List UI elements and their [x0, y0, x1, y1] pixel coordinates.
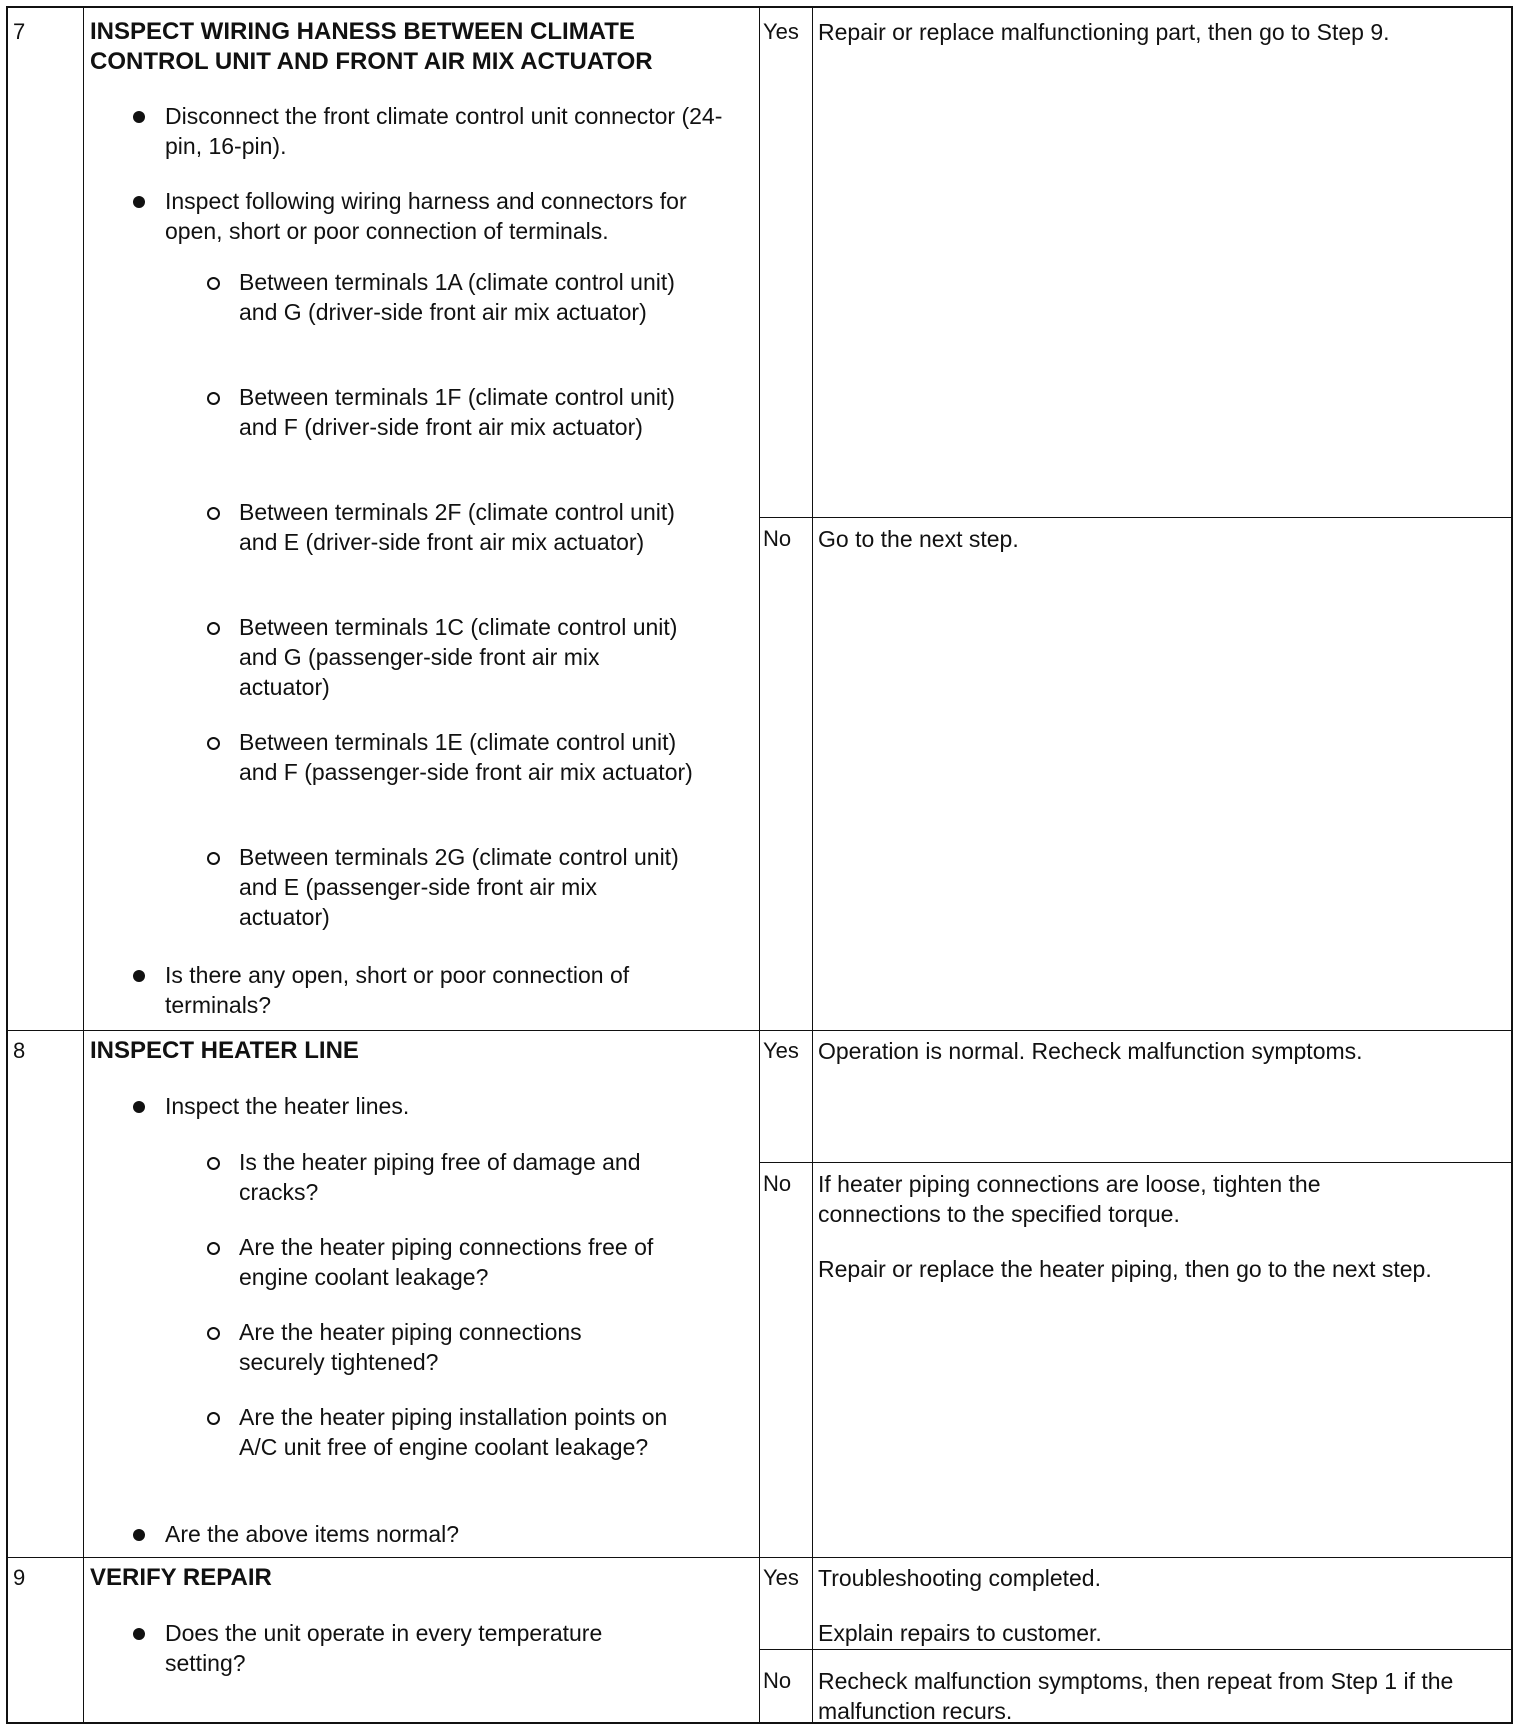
- no-label: No: [763, 1668, 792, 1693]
- yes-label: Yes: [763, 1565, 799, 1590]
- sub-bullet-icon: [207, 1412, 220, 1425]
- sub-item: Between terminals 2G (climate control unit) and E (passenger-side front air mix actuator): [239, 844, 679, 930]
- yes-action: Repair or replace malfunctioning part, then go to Step 9.: [818, 19, 1390, 45]
- bullet-icon: [133, 1529, 145, 1541]
- yes-action: Troubleshooting completed.: [818, 1565, 1101, 1591]
- troubleshooting-table: [6, 6, 1513, 1724]
- column-divider-action: [812, 8, 813, 1722]
- no-action: Repair or replace the heater piping, then go to the next step.: [818, 1256, 1432, 1282]
- sub-bullet-icon: [207, 392, 220, 405]
- sub-bullet-icon: [207, 507, 220, 520]
- sub-item: Is the heater piping free of damage and cracks?: [239, 1149, 641, 1205]
- row-divider-8-9: [8, 1557, 1511, 1558]
- sub-item: Are the heater piping connections free of engine coolant leakage?: [239, 1234, 654, 1290]
- sub-bullet-icon: [207, 737, 220, 750]
- yes-no-divider-9: [759, 1649, 1511, 1650]
- no-label: No: [763, 1171, 792, 1196]
- column-divider-yesno: [759, 8, 760, 1722]
- step-title: INSPECT HEATER LINE: [90, 1037, 359, 1064]
- bullet-icon: [133, 1628, 145, 1640]
- bullet-icon: [133, 111, 145, 123]
- yes-action: Explain repairs to customer.: [818, 1620, 1102, 1646]
- step-number: 8: [13, 1038, 26, 1063]
- step-number: 7: [13, 19, 26, 44]
- bullet-icon: [133, 196, 145, 208]
- yes-no-divider-7: [759, 517, 1511, 518]
- bullet-item: Does the unit operate in every temperature setting?: [165, 1620, 603, 1676]
- no-action: Go to the next step.: [818, 526, 1019, 552]
- yes-action: Operation is normal. Recheck malfunction symptoms.: [818, 1038, 1363, 1064]
- sub-item: Between terminals 1F (climate control unit) and F (driver-side front air mix actuator): [239, 384, 675, 440]
- sub-item: Between terminals 1C (climate control unit) and G (passenger-side front air mix actuator): [239, 614, 678, 700]
- sub-bullet-icon: [207, 1242, 220, 1255]
- sub-bullet-icon: [207, 1157, 220, 1170]
- no-action: If heater piping connections are loose, tighten the connections to the specified torque.: [818, 1171, 1321, 1227]
- bullet-item: Are the above items normal?: [165, 1521, 460, 1547]
- sub-item: Are the heater piping connections securely tightened?: [239, 1319, 582, 1375]
- bullet-icon: [133, 970, 145, 982]
- sub-bullet-icon: [207, 277, 220, 290]
- bullet-item: Inspect the heater lines.: [165, 1093, 410, 1119]
- no-action: Recheck malfunction symptoms, then repeat from Step 1 if the malfunction recurs.: [818, 1668, 1454, 1724]
- bullet-item: Is there any open, short or poor connection of terminals?: [165, 962, 630, 1018]
- no-label: No: [763, 526, 792, 551]
- sub-bullet-icon: [207, 622, 220, 635]
- bullet-icon: [133, 1101, 145, 1113]
- column-divider-step: [83, 8, 84, 1722]
- step-title: VERIFY REPAIR: [90, 1564, 272, 1591]
- sub-item: Between terminals 1A (climate control unit) and G (driver-side front air mix actuator): [239, 269, 675, 325]
- yes-no-divider-8: [759, 1162, 1511, 1163]
- step-title: INSPECT WIRING HANESS BETWEEN CLIMATE CONTROL UNIT AND FRONT AIR MIX ACTUATOR: [90, 18, 653, 75]
- sub-item: Are the heater piping installation points on A/C unit free of engine coolant leakage?: [239, 1404, 668, 1460]
- sub-bullet-icon: [207, 852, 220, 865]
- step-number: 9: [13, 1565, 26, 1590]
- yes-label: Yes: [763, 1038, 799, 1063]
- sub-item: Between terminals 1E (climate control unit) and F (passenger-side front air mix actuator): [239, 729, 693, 785]
- sub-item: Between terminals 2F (climate control unit) and E (driver-side front air mix actuator): [239, 499, 675, 555]
- row-divider-7-8: [8, 1030, 1511, 1031]
- bullet-item: Inspect following wiring harness and connectors for open, short or poor connection of terminals.: [165, 188, 687, 244]
- bullet-item: Disconnect the front climate control unit connector (24-pin, 16-pin).: [165, 103, 723, 159]
- yes-label: Yes: [763, 19, 799, 44]
- sub-bullet-icon: [207, 1327, 220, 1340]
